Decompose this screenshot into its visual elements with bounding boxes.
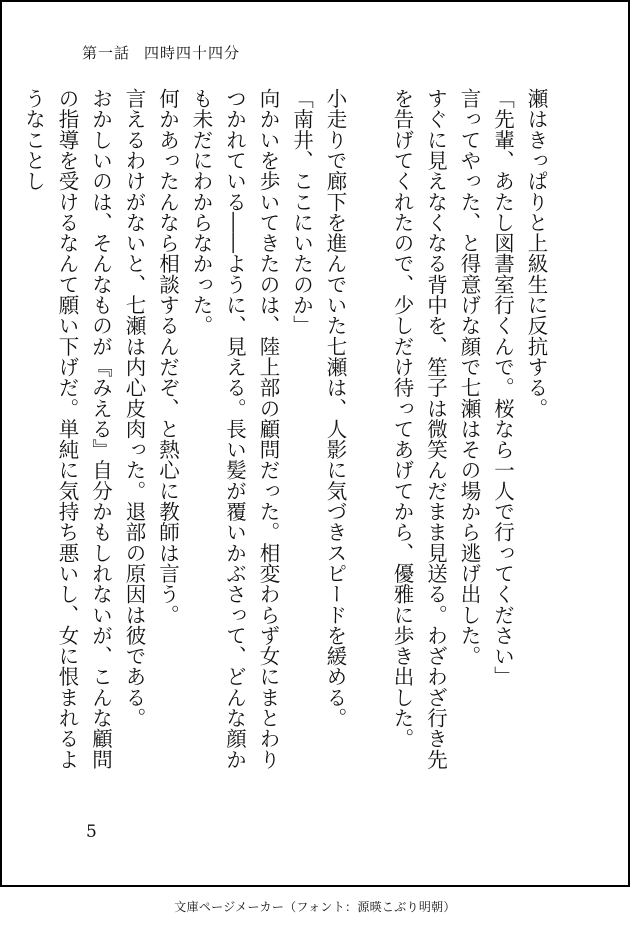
paragraph: 何かあったんなら相談するんだぞ、と熱心に教師は言う。 (155, 88, 180, 625)
paragraph: 瀬はきっぱりと上級生に反抗する。 (524, 88, 548, 419)
page-number: 5 (86, 822, 97, 842)
paragraph: おかしいのは、そんなものが『みえる』自分かもしれないが、こんな顧問の指導を受けるなんて願い下げだ。単純に気持ち悪いし、女に恨まれるようなことし (21, 88, 113, 770)
footer-credit: 文庫ページメーカー（フォント：源暎こぶり明朝） (174, 900, 456, 914)
vertical-body-text (16, 88, 552, 788)
paragraph: 向かいを歩いてきたのは、陸上部の顧問だった。相変わらず女にまとわりつかれている――ように、見える。長い髪が覆いかぶさって、どんな顔かも未だにわからなかった。 (189, 88, 280, 770)
paragraph: 「先輩、あたし図書室行くんで。桜なら一人で行ってください」 (490, 88, 515, 687)
paragraph: 「南井、ここにいたのか」 (289, 88, 314, 336)
blank-line (351, 88, 385, 788)
paragraph: 言ってやった、と得意げな顔で七瀬はその場から逃げ出した。 (457, 88, 481, 667)
paragraph: 言えるわけがないと、七瀬は内心皮肉った。退部の原因は彼である。 (122, 88, 146, 729)
paragraph: すぐに見えなくなる背中を、笙子は微笑んだまま見送る。わざわざ行き先を告げてくれたので、少しだけ待ってあげてから、優雅に歩き出した。 (390, 88, 448, 770)
chapter-label: 第一話 (82, 44, 131, 62)
chapter-title: 四時四十四分 (144, 44, 241, 62)
paragraph: 小走りで廊下を進んでいた七瀬は、人影に気づきスピードを緩める。 (323, 88, 347, 729)
running-header (82, 42, 240, 63)
